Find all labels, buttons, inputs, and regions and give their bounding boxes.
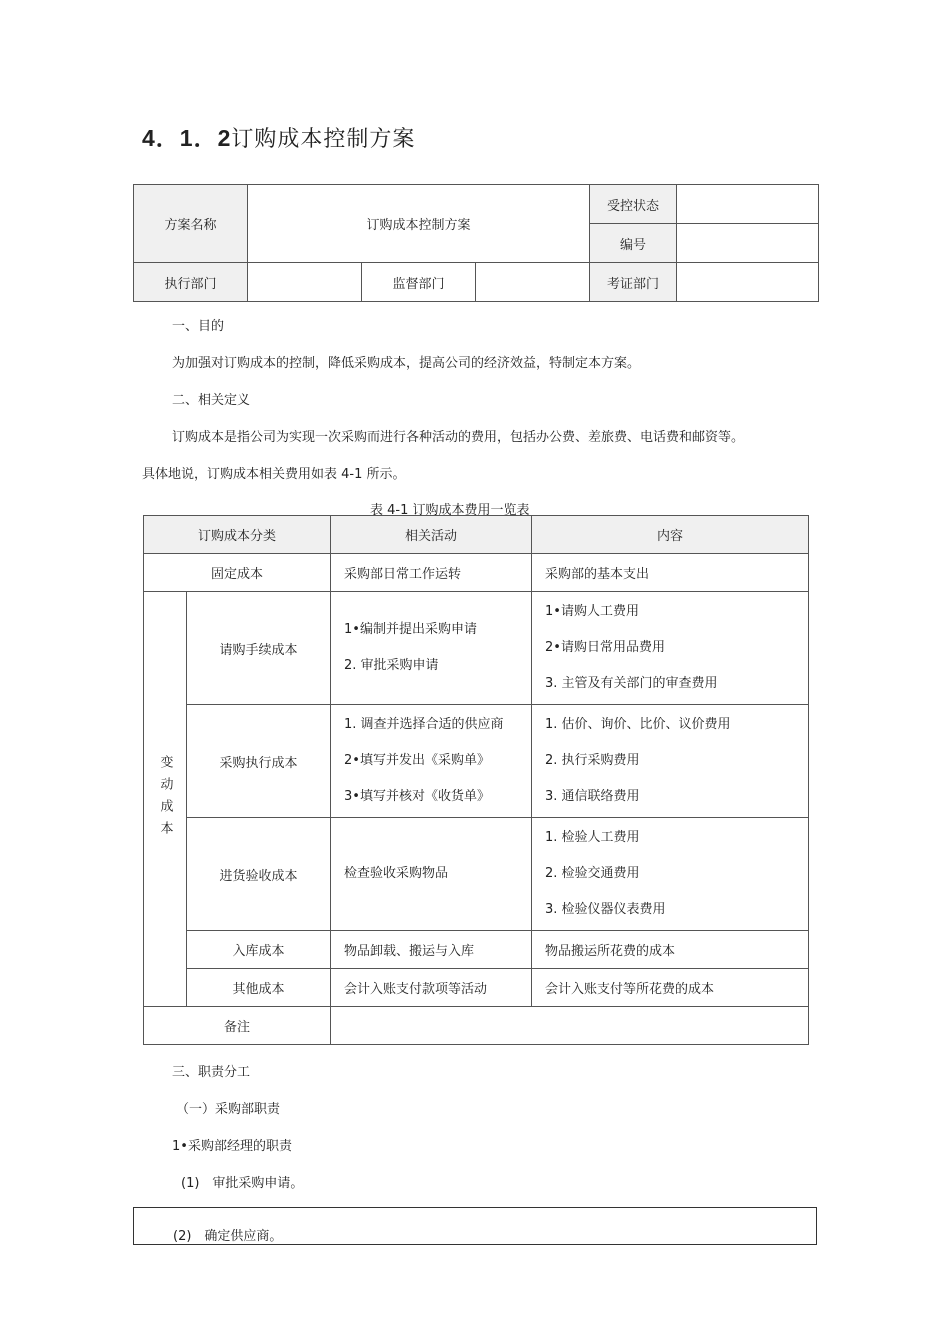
content-line: 2•请购日常用品费用: [545, 640, 665, 655]
purpose-heading: 一、目的: [172, 319, 225, 334]
title-text: 订购成本控制方案: [231, 127, 416, 152]
content-line: 1. 检验人工费用: [545, 830, 640, 845]
table-row: [144, 705, 809, 818]
header-table: [133, 184, 819, 302]
duty-heading: 三、职责分工: [172, 1065, 251, 1080]
table-row: [144, 818, 809, 931]
activity-line: 1. 调查并选择合适的供应商: [344, 717, 504, 732]
row-contents: [532, 705, 809, 818]
row-activities: [331, 705, 532, 818]
cost-table: [143, 515, 809, 1045]
fixed-cost-label: 固定成本: [144, 554, 331, 592]
content-line: 1. 估价、询价、比价、议价费用: [545, 717, 731, 732]
plan-name-label: 方案名称: [134, 185, 248, 263]
page-title: [142, 120, 415, 153]
row-activities: [331, 818, 532, 931]
content-line: 1•请购人工费用: [545, 604, 639, 619]
remark-label: 备注: [144, 1007, 331, 1045]
duty-item-1: (1) 审批采购申请。: [181, 1176, 304, 1191]
row-label: 入库成本: [187, 931, 331, 969]
supervise-dept-value: [476, 263, 590, 302]
content-line: 3. 主管及有关部门的审查费用: [545, 676, 718, 691]
exec-dept-label: 执行部门: [134, 263, 248, 302]
activity-line: 检查验收采购物品: [344, 866, 449, 881]
row-content: 会计入账支付等所花费的成本: [532, 969, 809, 1007]
definition-text-1: 订购成本是指公司为实现一次采购而进行各种活动的费用，包括办公费、差旅费、电话费和邮资等。: [172, 430, 745, 445]
cost-table-header-row: [144, 516, 809, 554]
table-caption: 表 4-1 订购成本费用一览表: [370, 503, 530, 518]
fixed-cost-activity: 采购部日常工作运转: [331, 554, 532, 592]
table-row: [144, 969, 809, 1007]
variable-cost-label: [144, 592, 187, 1007]
content-line: 2. 执行采购费用: [545, 753, 640, 768]
row-activity: 物品卸载、搬运与入库: [331, 931, 532, 969]
header-activity: 相关活动: [331, 516, 532, 554]
purpose-text: 为加强对订购成本的控制，降低采购成本，提高公司的经济效益，特制定本方案。: [172, 356, 641, 371]
content-line: 2. 检验交通费用: [545, 866, 640, 881]
content-line: 3. 检验仪器仪表费用: [545, 902, 666, 917]
variable-cost-text: 变动成本: [157, 755, 173, 843]
activity-line: 1•编制并提出采购申请: [344, 622, 477, 637]
activity-line: 2. 审批采购申请: [344, 658, 439, 673]
row-content: 物品搬运所花费的成本: [532, 931, 809, 969]
number-label: 编号: [590, 224, 677, 263]
row-label: 请购手续成本: [187, 592, 331, 705]
verify-dept-value: [677, 263, 819, 302]
row-label: 采购执行成本: [187, 705, 331, 818]
purchase-dept-duty: （一）采购部职责: [176, 1102, 281, 1117]
row-activity: 会计入账支付款项等活动: [331, 969, 532, 1007]
fixed-cost-content: 采购部的基本支出: [532, 554, 809, 592]
definition-heading: 二、相关定义: [172, 393, 251, 408]
number-value: [677, 224, 819, 263]
content-line: 3. 通信联络费用: [545, 789, 640, 804]
remark-value: [331, 1007, 809, 1045]
duty-item-2: (2) 确定供应商。: [173, 1229, 283, 1244]
verify-dept-label: 考证部门: [590, 263, 677, 302]
definition-text-2: 具体地说，订购成本相关费用如表 4-1 所示。: [142, 467, 406, 482]
table-row: [144, 1007, 809, 1045]
manager-duty: 1•采购部经理的职责: [172, 1139, 292, 1154]
row-label: 进货验收成本: [187, 818, 331, 931]
row-contents: [532, 818, 809, 931]
row-contents: [532, 592, 809, 705]
title-number: 4．1．2: [142, 125, 232, 151]
row-activities: [331, 592, 532, 705]
activity-line: 2•填写并发出《采购单》: [344, 753, 490, 768]
table-row: [144, 592, 809, 705]
control-status-label: 受控状态: [590, 185, 677, 224]
activity-line: 3•填写并核对《收货单》: [344, 789, 490, 804]
exec-dept-value: [248, 263, 362, 302]
row-label: 其他成本: [187, 969, 331, 1007]
bottom-box: [133, 1207, 817, 1245]
header-content: 内容: [532, 516, 809, 554]
table-row: [144, 931, 809, 969]
header-category: 订购成本分类: [144, 516, 331, 554]
supervise-dept-label: 监督部门: [362, 263, 476, 302]
table-row: [144, 554, 809, 592]
plan-name-value: 订购成本控制方案: [248, 185, 590, 263]
control-status-value: [677, 185, 819, 224]
